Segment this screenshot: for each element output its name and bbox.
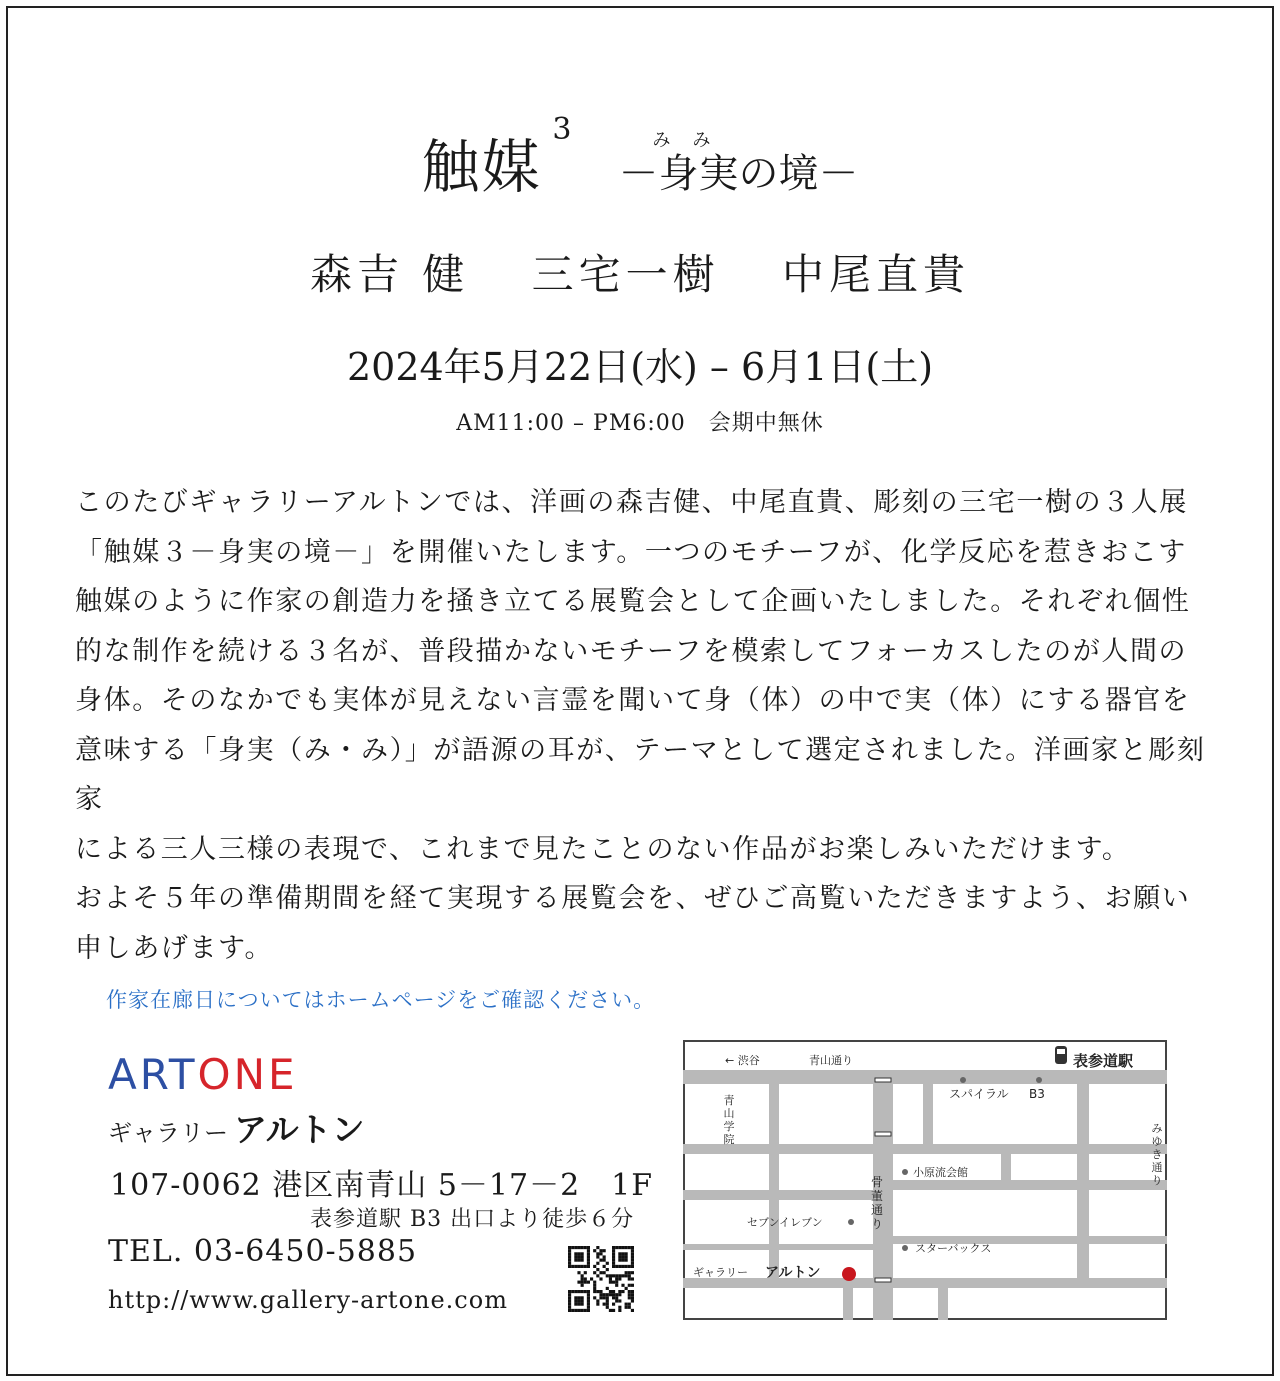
phone-number: TEL. 03-6450-5885 (108, 1234, 418, 1269)
description-line: 身体。そのなかでも実体が見えない言霊を聞いて身（体）の中で実（体）にする器官を (75, 685, 1191, 716)
map-label-kotto: 骨董通り (870, 1175, 884, 1231)
map-label-spiral: スパイラル (949, 1087, 1009, 1101)
description-line: による三人三様の表現で、これまで見たことのない作品がお楽しみいただけます。 (75, 833, 1131, 865)
description-line: 意味する「身実（み・み）」が語源の耳が、テーマとして選定されました。洋画家と彫刻家 (75, 734, 1206, 815)
description-line: 的な制作を続ける３名が、普段描かないモチーフを模索してフォーカスしたのが人間の (75, 635, 1188, 667)
title-superscript: 3 (552, 112, 574, 147)
map-label-starbucks: スターバックス (915, 1242, 992, 1255)
map-label-shibuya: ← 渋谷 (725, 1054, 760, 1067)
description-line: 触媒のように作家の創造力を掻き立てる展覧会として企画いたしました。それぞれ個性 (75, 586, 1191, 617)
title-main: 触媒 3 (421, 112, 574, 201)
map-label-gallery-main: アルトン (765, 1265, 821, 1281)
qr-code[interactable] (568, 1246, 634, 1312)
map-label-ohara: 小原流会館 (913, 1166, 968, 1179)
access-map (683, 1040, 1167, 1320)
artist-name: 中尾直貴 (782, 250, 971, 299)
artone-logo (108, 1050, 298, 1099)
opening-hours: AM11:00 – PM6:00 会期中無休 (456, 411, 824, 436)
gallery-address: 107-0062 港区南青山 5－17－2 1F (110, 1168, 654, 1203)
description-line: およそ５年の準備期間を経て実現する展覧会を、ぜひご高覧いただきますよう、お願い (75, 883, 1191, 914)
artist-attendance-note: 作家在廊日についてはホームページをご確認ください。 (106, 988, 656, 1012)
description-line: 「触媒３－身実の境－」を開催いたします。一つのモチーフが、化学反応を惹きおこす (75, 536, 1187, 568)
map-label-b3: B3 (1029, 1087, 1045, 1101)
map-label-gakuin: 青山学院 (723, 1094, 735, 1146)
title-subtitle: みみ －身実の境－ (619, 142, 859, 199)
exhibition-dates: 2024年5月22日(水) – 6月1日(土) (346, 345, 934, 389)
artist-name: 三宅一樹 (531, 250, 720, 299)
title-row (0, 112, 1280, 204)
artist-names (0, 242, 1280, 302)
gallery-location-marker (842, 1267, 856, 1281)
description-line: 申しあげます。 (75, 932, 274, 964)
title-ruby: みみ (652, 130, 733, 151)
logo-text: ARTONE (108, 1050, 298, 1099)
train-icon (1055, 1046, 1067, 1064)
description-line: このたびギャラリーアルトンでは、洋画の森吉健、中尾直貴、彫刻の三宅一樹の３人展 (75, 487, 1188, 518)
map-label-aoyama-dori: 青山通り (809, 1054, 853, 1067)
map-label-seven: セブンイレブン (747, 1216, 823, 1229)
description (75, 478, 1215, 973)
map-label-miyuki: みゆき通り (1151, 1122, 1163, 1187)
artist-name: 森吉 健 (309, 250, 470, 299)
map-label-station: 表参道駅 (1073, 1052, 1134, 1070)
map-label-gallery-prefix: ギャラリー (693, 1266, 748, 1279)
website-link[interactable]: http://www.gallery-artone.com (108, 1286, 508, 1314)
station-access: 表参道駅 B3 出口より徒歩６分 (310, 1207, 635, 1232)
gallery-name: ギャラリー アルトン (108, 1110, 365, 1149)
